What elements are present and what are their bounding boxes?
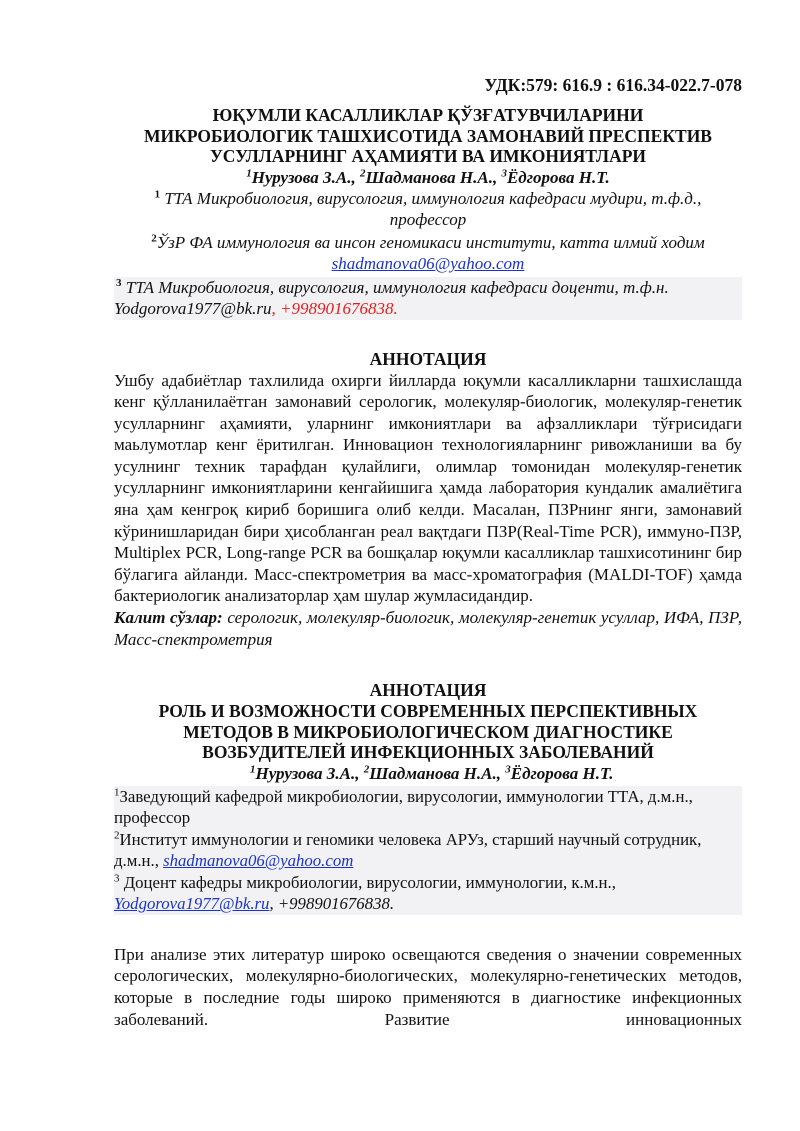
affiliation-text: ЎзР ФА иммунология ва инсон геномикаси институти, катта илмий ходим (156, 232, 705, 252)
ru-affiliation-1 (114, 786, 742, 829)
affiliation-sup: 3 (116, 276, 122, 289)
uz-affiliation-1 (114, 188, 742, 231)
keywords-label: Калит сўзлар: (114, 608, 223, 628)
author-sup: 2 (360, 166, 366, 179)
spacer (114, 650, 742, 680)
author-sup: 1 (246, 166, 252, 179)
uz-affiliation-2 (114, 232, 742, 275)
uz-abstract-text: Ушбу адабиётлар тахлилида охирги йилларда юқумли касалликларни ташхислашда кенг қўлланилаётган замонавий серологик, молекуляр-биологик, молекуляр-генетик усулларнинг аҳамияти, уларнинг имкониятлари ва афзалликлари тўғрисидаги маьлумотлар кенг ёритилган. Инновацион технологияларнинг ривожланиши ва бу усулнинг техник тарафдан қулайлиги, олимлар томонидан молекуляр-генетик усулларнинг имкониятларини кенгайишига ҳамда лаборатория кундалик амалиётига яна ҳам кенгроқ кириб боришига олиб келди. Масалан, ПЗРнинг янги, замонавий кўринишларидан бири ҳисобланган реал вақтдаги ПЗР(Real-Time PCR), иммуно-ПЗР, Multiplex PCR, Long-range PCR ва бошқалар юқумли касалликлар ташхисотининг бир бўлагига айланди. Масс-спектрометрия ва масс-хроматография (MALDI-TOF) ҳамда бактериологик анализаторлар ҳам шулар жумласидандир. (114, 370, 742, 606)
author-name: Нурузова З.А., (251, 167, 360, 187)
ru-affiliations (114, 786, 742, 915)
author-sup: 1 (250, 763, 256, 776)
ru-title (114, 701, 742, 763)
uz-authors (114, 167, 742, 188)
affiliation-text: Доцент кафедры микробиологии, вирусологии, иммунологии, к.м.н., (119, 872, 616, 892)
ru-title-line: МЕТОДОВ В МИКРОБИОЛОГИЧЕСКОМ ДИАГНОСТИКЕ (183, 721, 673, 742)
uz-title (114, 105, 742, 167)
ru-title-line: ВОЗБУДИТЕЛЕЙ ИНФЕКЦИОННЫХ ЗАБОЛЕВАНИЙ (202, 742, 654, 763)
ru-affiliation-3 (114, 872, 742, 915)
spacer (114, 915, 742, 944)
affiliation-sup: 2 (114, 829, 120, 842)
email-link[interactable]: Yodgorova1977@bk.ru (114, 894, 270, 914)
ru-abstract-heading: АННОТАЦИЯ (369, 680, 487, 701)
author-sup: 3 (505, 763, 511, 776)
affiliation-text: профессор (389, 210, 467, 229)
author-name: Нурузова З.А., (255, 763, 364, 783)
author-name: Ёдгорова Н.Т. (510, 763, 614, 783)
author-sup: 3 (501, 166, 507, 179)
phone-number: , +998901676838. (269, 894, 395, 914)
uz-abstract-heading: АННОТАЦИЯ (369, 348, 487, 369)
ru-affiliation-2 (114, 829, 742, 872)
affiliation-sup: 2 (151, 231, 157, 244)
email-link[interactable]: shadmanova06@yahoo.com (331, 254, 525, 273)
email-text: Yodgorova1977@bk.ru (114, 299, 272, 318)
affiliation-sup: 1 (114, 786, 120, 799)
affiliation-text: ТТА Микробиология, вирусология, иммунология кафедраси мудири, т.ф.д., (160, 188, 702, 208)
uz-affiliation-3 (114, 277, 742, 320)
affiliation-text: Институт иммунологии и геномики человека АРУз, старший научный сотрудник, д.м.н., (114, 829, 702, 871)
udc-code: УДК:579: 616.9 : 616.34-022.7-078 (484, 75, 742, 95)
author-name: Ёдгорова Н.Т. (506, 167, 610, 187)
ru-title-line: РОЛЬ И ВОЗМОЖНОСТИ СОВРЕМЕННЫХ ПЕРСПЕКТИВНЫХ (158, 701, 698, 722)
uz-keywords (114, 607, 742, 650)
email-link[interactable]: shadmanova06@yahoo.com (163, 851, 354, 871)
author-sup: 2 (363, 763, 370, 776)
ru-abstract-text: При анализе этих литератур широко освещаются сведения о значении современных серологических, молекулярно-биологических, молекулярно-генетических методов, которые в последние годы широко применяются в диагностике инфекционных заболеваний. Развитие инновационных (114, 944, 742, 1029)
author-name: Шадманова Н.А., (369, 763, 506, 783)
ru-authors (114, 763, 742, 784)
affiliation-sup: 3 (114, 872, 120, 885)
document-content (114, 74, 742, 1030)
keywords-text: серологик, молекуляр-биологик, молекуляр-генетик усуллар, ИФА, ПЗР, Масс-спектрометрия (114, 608, 742, 649)
phone-number: , +998901676838. (271, 299, 398, 318)
spacer (114, 320, 742, 349)
author-name: Шадманова Н.А., (365, 167, 502, 187)
uz-title-line: ЮҚУМЛИ КАСАЛЛИКЛАР ҚЎЗҒАТУВЧИЛАРИНИ (212, 105, 644, 125)
affiliation-text: ТТА Микробиология, вирусология, иммунология кафедраси доценти, т.ф.н. (121, 277, 669, 297)
affiliation-sup: 1 (154, 187, 161, 200)
uz-title-line: УСУЛЛАРНИНГ АҲАМИЯТИ ВА ИМКОНИЯТЛАРИ (209, 146, 647, 166)
affiliation-text: Заведующий кафедрой микробиологии, вирусологии, иммунологии ТТА, д.м.н., профессор (114, 786, 693, 828)
uz-title-line: МИКРОБИОЛОГИК ТАШХИСОТИДА ЗАМОНАВИЙ ПРЕСПЕКТИВ (144, 125, 712, 146)
